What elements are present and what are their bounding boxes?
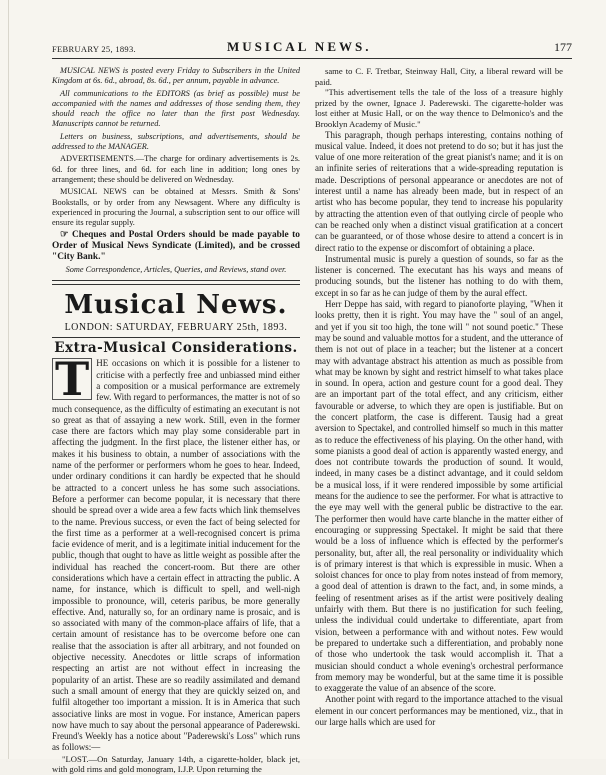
article-paragraph: "This advertisement tells the tale of the loss of a treasure highly prized by the owner, Ignace J. Paderewski. The cigarette-holder was lost either at Music Hall, or on the way thence to Delmonico's and the Brooklyn Academy of Music.": [315, 87, 563, 129]
notice-item: MUSICAL NEWS is posted every Friday to Subscribers in the United Kingdom at 6s. 6d., abroad, 8s. 6d., per annum, payable in advance.: [52, 66, 300, 86]
notice-item: All communications to the EDITORS (as brief as possible) must be accompanied with the names and addresses of those sending them, they should reach the office no later than the first post Wednesday. Manuscripts cannot be returned.: [52, 88, 300, 129]
notice-item: MUSICAL NEWS can be obtained at Messrs. Smith & Sons' Bookstalls, or by order from any Newsagent. Where any difficulty is experienced in procuring the Journal, a subscription sent to our office will ensure its regular supply.: [52, 187, 300, 228]
article-body-left: [52, 352, 301, 775]
article-paragraph: Herr Deppe has said, with regard to pianoforte playing, "When it looks pretty, then it is right. You may have the " soul of an angel, and yet if you sit too high, the tone will " not sound poetic." These may be sound and valuable mottos for a student, and the utterance of them is not out of place in a teacher; but the listener at a concert may with advantage abstract his attention as much as possible from what may be known by sight and restrict himself to what takes place in sound. In opera, action and gesture count for a good deal. They are an important part of the total effect, and any criticism, either favourable or adverse, to which they are open is justifiable. But on the concert platform, the case is different. Tausig had a great aversion to Spectakel, and controlled himself so much in this matter as to reduce the effectiveness of his playing. On the other hand, with some pianists a good deal of action is apparently wasted energy, and does not contribute towards the production of sound. It would, indeed, in many cases be a distinct advantage, and it could seldom be a musical loss, if it were rendered impossible by some artificial means for the audience to see the performer. For what is attractive to the eye may well with the general public be distractive to the ear. The performer then would have carte blanche in the matter either of encouraging or suppressing Spectakel. It might be said that there would be a loss of influence which is effected by the performer's personality, but, after all, the real personality or individuality which is of primary interest is that which is expressible in music. When a soloist chances for once to play from notes instead of from memory, a good deal of attention is drawn to the fact, and, in some minds, a feeling of resentment arises as if the artist were positively dealing unfairly with them. But there is no justification for such feeling, unless the individual could undertake to differentiate, apart from vision, between a performance with and without notes. Few would be prepared to undertake such a differentiation, and probably none of those who undertook the task would accomplish it. That a musician should conduct a whole evening's orchestral performance from memory may be wonderful, but at the same time it is possible to exaggerate the value of an absence of the score.: [315, 299, 563, 694]
article-paragraph: Another point with regard to the importance attached to the visual element in our concert performances may be mentioned, viz., that in our large halls which are used for: [315, 694, 563, 727]
article-paragraph: "LOST.—On Saturday, January 14th, a cigarette-holder, black jet, with gold rims and gold monogram, I.J.P. Upon returning the: [52, 753, 300, 775]
notice-item: ADVERTISEMENTS.—The charge for ordinary advertisements is 2s. 6d. for three lines, and 6d. for each line in addition; long ones by arrangement; these should be delivered on Wednesday.: [52, 154, 300, 184]
page-header: [52, 40, 572, 58]
notice-item: Letters on business, subscriptions, and advertisements, should be addressed to the MANAGER.: [52, 131, 300, 152]
page-number: 177: [554, 40, 572, 54]
dateline: LONDON: SATURDAY, FEBRUARY 25th, 1893.: [64, 321, 288, 333]
subscription-notices: [52, 66, 300, 276]
right-column: [315, 66, 563, 728]
correspondence-notice: Some Correspondence, Articles, Queries, and Reviews, stand over.: [65, 265, 287, 275]
drop-cap: T: [52, 358, 92, 400]
article-paragraph: same to C. F. Tretbar, Steinway Hall, City, a liberal reward will be paid.: [315, 66, 563, 87]
header-title: MUSICAL NEWS.: [227, 39, 372, 54]
cheques-notice: ☞ Cheques and Postal Orders should be made payable to Order of Musical News Syndicate (Limited), and be crossed "City Bank.": [52, 230, 300, 263]
header-rule: [52, 58, 572, 59]
article-paragraph: This paragraph, though perhaps interesting, contains nothing of musical value. Indeed, it does not pretend to do so; but it has just the value of one more reiteration of the great pianist's name; and it is on an infinite series of reiterations that a wide-spreading reputation is made. Descriptions of personal appearance or anecdotes are not of interest until a name has already been made, but in respect of an artist who has become popular, they tend to increase his popularity by attracting the attention even of that outlying circle of people who can be reached only when a distinct visual gratification at a concert can be guaranteed, or of those whose desire to attend a concert is in direct ratio to the expense or discomfort of obtaining a place.: [315, 129, 563, 253]
binding-edge: [8, 0, 9, 759]
masthead: Musical News.: [64, 289, 288, 320]
left-column: [52, 66, 300, 775]
header-date: FEBRUARY 25, 1893.: [52, 44, 136, 54]
dateline-rule: [52, 337, 300, 338]
article-paragraph: HE occasions on which it is possible for a listener to criticise with a perfectly free and unbiassed mind either a composition or a musical performance are extremely few. With regard to performances, the matter is not of so much consequence, as the difficulty of estimating an executant is not so great as that of assaying a new work. Still, even in the former case there are factors which may play some considerable part in affecting the judgment. In the first place, the listener either has, or makes it his business to obtain, a number of associations with the name of the performer or performers whom he goes to hear. Indeed, under ordinary conditions it can hardly be expected that he should be attracted to a concert unless he has some such associations. Before a performer can become popular, it is necessary that there should be spread over a wide area a few facts which link themselves to the name. Previous success, or even the fact of being selected for the first time as a performer at a well-recognised concert is prima facie evidence of merit, and is a legitimate initial inducement for the public, though that ought to have as little weight as possible after the individual has reached the concert-room. But there are other considerations which have a certain effect in attracting the public. A name, for instance, which is difficult to spell, and well-nigh impossible to pronounce, will, ceteris paribus, be more generally effective. And, naturally so, for an ordinary name is prosaic, and is so associated with many of the common-place affairs of life, that a certain amount of resistance has to be overcome before one can realise that the association is after all arbitrary, and not founded on objective necessity. Anecdotes or little scraps of information respecting an artist are not without effect in increasing the popularity of an artist. These are so readily assimilated and demand such a small amount of energy that they are quickly seized on, and fulfil altogether too important a mission. It is in America that such associative links are most in vogue. For instance, American papers now have much to say about the personal appearance of Paderewski. Freund's Weekly has a notice about "Paderewski's Loss" which runs as follows:—: [52, 358, 301, 753]
notice-separator: [52, 280, 300, 285]
article-paragraph: Instrumental music is purely a question of sounds, so far as the listener is concerned. The executant has his ways and means of producing sounds, but the listener has nothing to do with them, except in so far as he can judge of them by the aural effect.: [315, 253, 563, 298]
section-title: Extra-Musical Considerations.: [54, 340, 298, 357]
